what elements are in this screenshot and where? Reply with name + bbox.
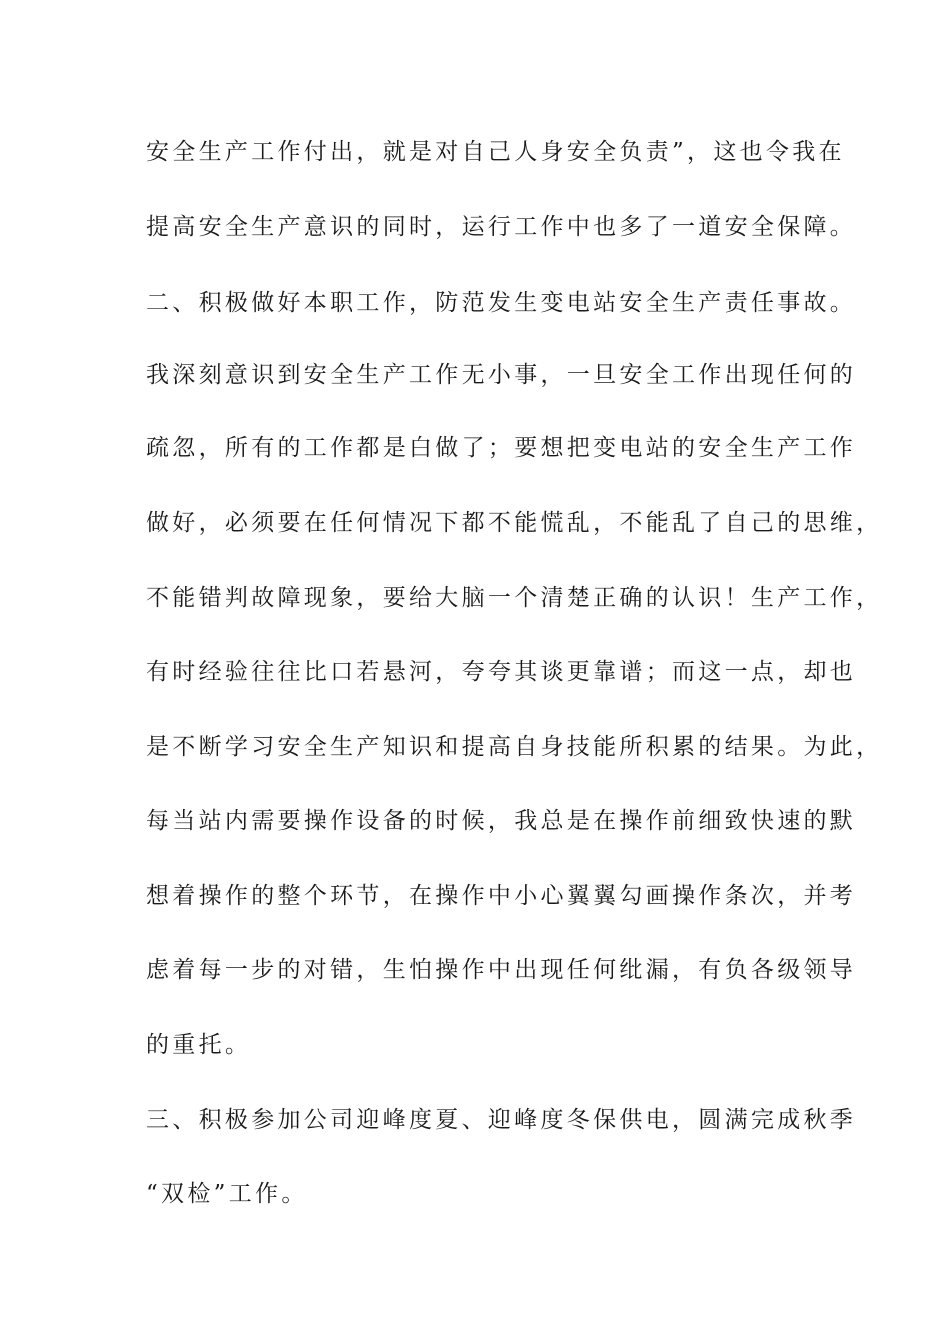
text-line: 我深刻意识到安全生产工作无小事，一旦安全工作出现任何的 [146,362,857,388]
section-heading: 三、积极参加公司迎峰度夏、迎峰度冬保供电，圆满完成秋季 [146,1107,857,1133]
text-line: 提高安全生产意识的同时，运行工作中也多了一道安全保障。 [146,214,857,240]
text-line: 想着操作的整个环节，在操作中小心翼翼勾画操作条次，并考 [146,883,857,909]
text-line: 是不断学习安全生产知识和提高自身技能所积累的结果。为此， [146,734,883,760]
text-line: 的重托。 [146,1032,252,1058]
text-line: 虑着每一步的对错，生怕操作中出现任何纰漏，有负各级领导 [146,957,857,983]
text-line: 有时经验往往比口若悬河，夸夸其谈更靠谱；而这一点，却也 [146,659,857,685]
section-heading: 二、积极做好本职工作，防范发生变电站安全生产责任事故。 [146,290,857,316]
text-line: 做好，必须要在任何情况下都不能慌乱，不能乱了自己的思维， [146,510,883,536]
text-line: 疏忽，所有的工作都是白做了；要想把变电站的安全生产工作 [146,435,857,461]
text-line: 不能错判故障现象，要给大脑一个清楚正确的认识！生产工作， [146,585,883,611]
text-line: 安全生产工作付出，就是对自己人身安全负责”，这也令我在 [146,139,845,165]
text-line: 每当站内需要操作设备的时候，我总是在操作前细致快速的默 [146,808,857,834]
section-heading-continued: “双检”工作。 [146,1181,308,1207]
